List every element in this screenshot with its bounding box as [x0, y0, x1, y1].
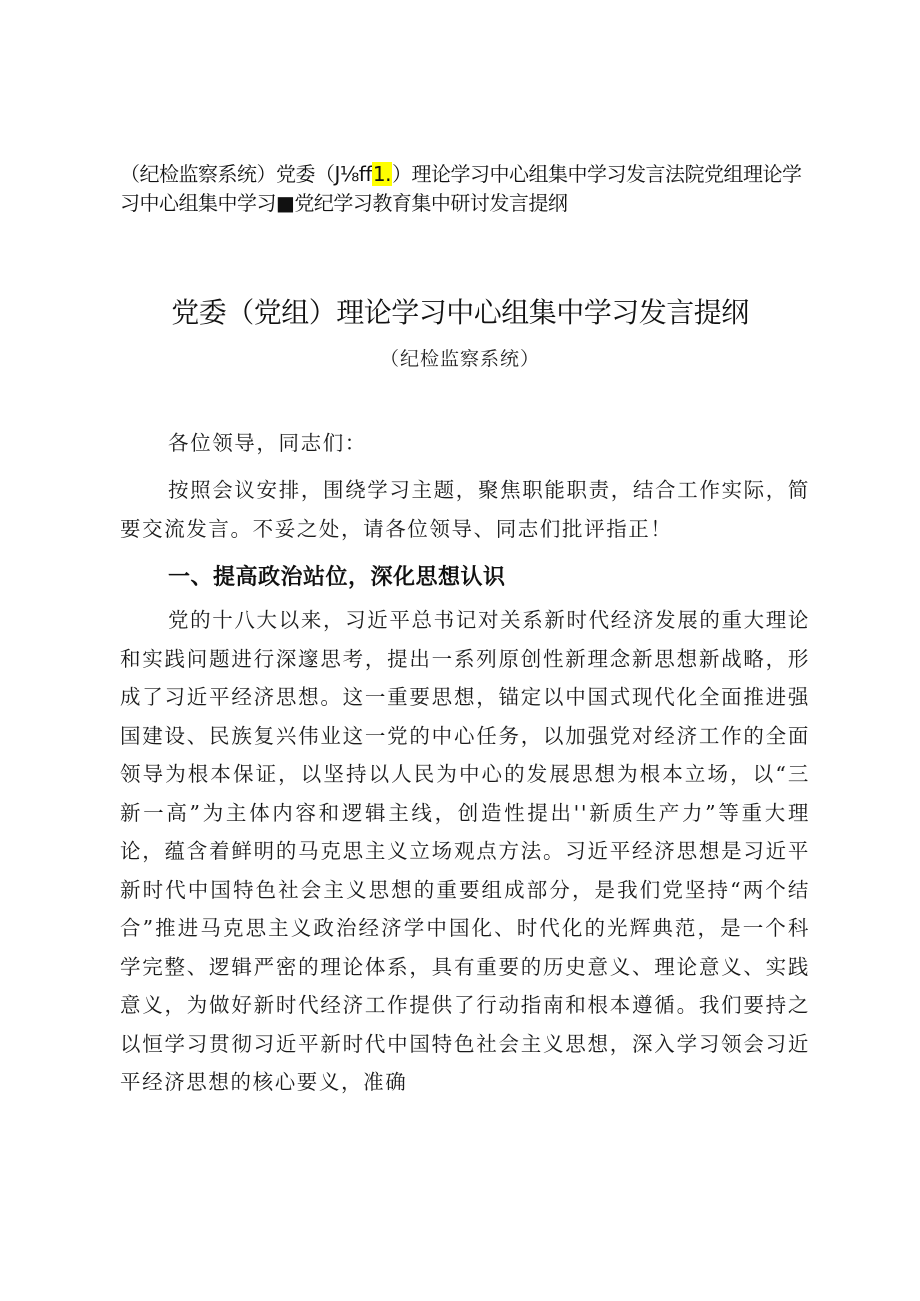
- section-paragraph-1: 党的十八大以来，习近平总书记对关系新时代经济发展的重大理论和实践问题进行深邃思考，提出一系列原创性新理念新思想新战略，形成了习近平经济思想。这一重要思想，锚定以中国式现代化全面推进强国建设、民族复兴伟业这一党的中心任务，以加强党对经济工作的全面领导为根本保证，以坚持以人民为中心的发展思想为根本立场，以“三新一高”为主体内容和逻辑主线，创造性提出''新质生产力”等重大理论，蕴含着鲜明的马克思主义立场观点方法。习近平经济思想是习近平新时代中国特色社会主义思想的重要组成部分，是我们党坚持“两个结合”推进马克思主义政治经济学中国化、时代化的光辉典范，是一个科学完整、逻辑严密的理论体系，具有重要的历史意义、理论意义、实践意义，为做好新时代经济工作提供了行动指南和根本遵循。我们要持之以恒学习贯彻习近平新时代中国特色社会主义思想，深入学习领会习近平经济思想的核心要义，准确: [120, 608, 810, 1094]
- header-title-after: ）理论学习中心组集中学习发言法院党组理论学习中心组集中学习■党纪学习教育集中研讨发言提纲: [120, 162, 802, 215]
- header-title-before: （纪检监察系统）党委（J⅛ff: [120, 162, 372, 186]
- document-header-title: [120, 160, 820, 218]
- document-subtitle: （纪检监察系统）: [379, 348, 540, 370]
- document-title: 党委（党组）理论学习中心组集中学习发言提纲: [171, 296, 749, 329]
- intro-paragraph: 按照会议安排，围绕学习主题，聚焦职能职责，结合工作实际，简要交流发言。不妥之处，请各位领导、同志们批评指正！: [120, 478, 810, 541]
- header-title-highlight: 1.: [372, 162, 391, 186]
- salutation: 各位领导，同志们：: [168, 431, 367, 455]
- section-heading-1: 一、提高政治站位，深化思想认识: [168, 565, 506, 590]
